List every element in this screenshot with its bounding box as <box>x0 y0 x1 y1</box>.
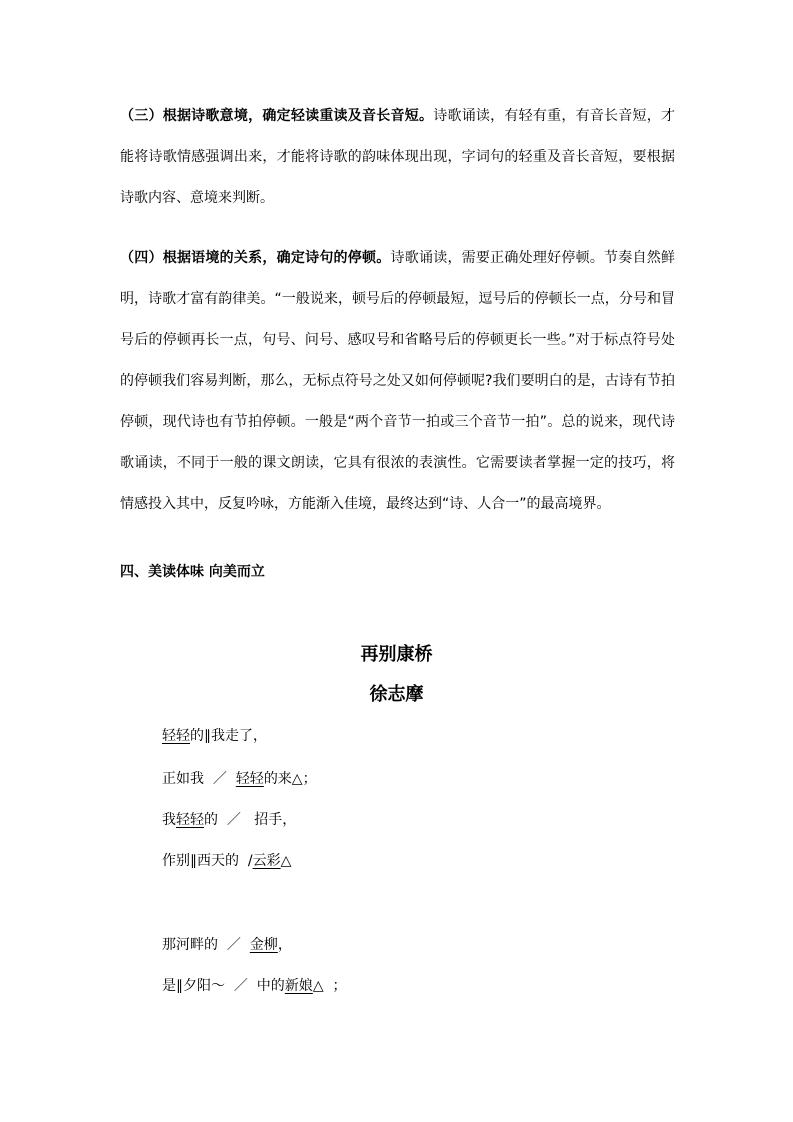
poem-title: 再别康桥 <box>360 644 433 665</box>
poem-line-3 <box>162 808 296 832</box>
poem-line-text: 的来△； <box>263 771 317 787</box>
poem-line-5 <box>162 933 292 957</box>
poem-line-text: △ <box>280 853 292 869</box>
section-3-heading: （三）根据诗歌意境，确定轻读重读及音长音短。 <box>120 108 434 124</box>
poem-line-text: 我 <box>162 812 176 828</box>
poem-author: 徐志摩 <box>369 684 424 705</box>
section-4-heading: （四）根据语境的关系，确定诗句的停顿。 <box>120 250 391 266</box>
poem-line-text: 正如我 ／ <box>162 771 236 787</box>
poem-line-1 <box>162 724 267 748</box>
underlined-word: 轻轻 <box>235 771 264 787</box>
underlined-word: 轻轻 <box>162 728 190 744</box>
underlined-word: 轻轻 <box>176 812 204 828</box>
poem-line-text: △ ； <box>312 978 347 994</box>
poem-line-text: 作别∥西天的 / <box>162 853 253 869</box>
poem-line-text: 那河畔的 ／ <box>162 937 250 953</box>
poem-line-text: 的 ／ 招手， <box>204 812 297 828</box>
paragraph-section-4 <box>120 238 675 525</box>
poem-line-6 <box>162 974 346 998</box>
section-3-text: 诗歌诵读，有轻有重，有音长音短，才能将诗歌情感强调出来，才能将诗歌的韵味体现出现，字词句的轻重及音长音短，要根据诗歌内容、意境来判断。 <box>120 108 676 206</box>
poem-line-4 <box>162 849 291 873</box>
poem-line-text: 是∥夕阳～ ／ 中的 <box>162 978 285 994</box>
poem-line-text: ， <box>277 937 292 953</box>
underlined-word: 云彩 <box>252 853 281 869</box>
section-heading-4: 四、美读体味 向美而立 <box>120 564 265 580</box>
section-4-text: 诗歌诵读，需要正确处理好停顿。节奏自然鲜明，诗歌才富有韵律美。“一般说来，顿号后的停顿最短，逗号后的停顿长一点，分号和冒号后的停顿再长一点，句号、问号、感叹号和省略号后的停顿更长一些。”对于标点符号处的停顿我们容易判断，那么，无标点符号之处又如何停顿呢?我们要明白的是，古诗有节拍停顿，现代诗也有节拍停顿。一般是“两个音节一拍或三个音节一拍”。总的说来，现代诗歌诵读，不同于一般的课文朗读，它具有很浓的表演性。它需要读者掌握一定的技巧，将情感投入其中，反复吟咏，方能渐入佳境，最终达到“诗、人合一”的最高境界。 <box>120 250 675 512</box>
underlined-word: 新娘 <box>284 978 313 994</box>
poem-line-text: 的∥我走了， <box>190 728 267 744</box>
poem-line-2 <box>162 767 317 791</box>
underlined-word: 金柳 <box>249 937 278 953</box>
paragraph-section-3 <box>120 96 675 219</box>
